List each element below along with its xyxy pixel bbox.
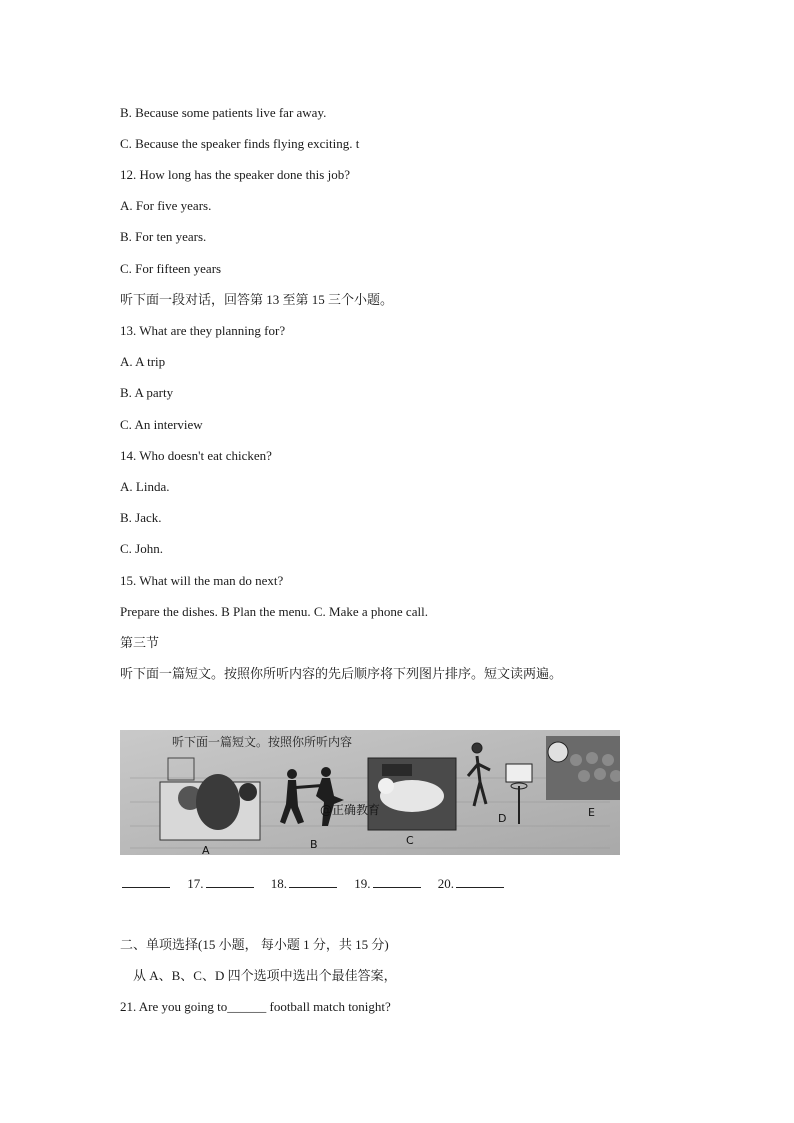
section-3-instruction: 听下面一篇短文。按照你所听内容的先后顺序将下列图片排序。短文读两遍。 xyxy=(120,666,563,681)
photo-watermark: @正确教育 xyxy=(320,803,381,817)
answer-blanks xyxy=(120,875,518,892)
picture-e xyxy=(546,736,620,800)
q15-question: 15. What will the man do next? xyxy=(120,573,284,588)
q11-option-b: B. Because some patients live far away. xyxy=(120,105,327,120)
picture-label: D xyxy=(498,812,507,825)
section-3-heading: 第三节 xyxy=(120,635,160,650)
part-2-instruction: 从 A、B、C、D 四个选项中选出个最佳答案， xyxy=(133,968,397,983)
q12-question: 12. How long has the speaker done this job? xyxy=(120,167,350,182)
answer-blank-18[interactable]: 18. xyxy=(271,875,337,892)
q11-option-c: C. Because the speaker finds flying exciting. t xyxy=(120,136,360,151)
q12-option-c: C. For fifteen years xyxy=(120,261,222,276)
answer-blank-17[interactable]: 17. xyxy=(187,875,253,892)
q13-option-b: B. A party xyxy=(120,385,174,400)
picture-label: E xyxy=(588,806,595,819)
q13-question: 13. What are they planning for? xyxy=(120,323,286,338)
q14-option-c: C. John. xyxy=(120,541,163,556)
part-2-title: 二、单项选择(15 小题， 每小题 1 分，共 15 分) xyxy=(120,937,389,952)
q14-option-a: A. Linda. xyxy=(120,479,170,494)
answer-blank-19[interactable]: 19. xyxy=(354,875,420,892)
q12-option-a: A. For five years. xyxy=(120,198,212,213)
answer-blank-16[interactable] xyxy=(120,875,170,892)
picture-c xyxy=(368,758,456,830)
picture-label: B xyxy=(310,838,318,851)
q15-options: Prepare the dishes. B Plan the menu. C. Make a phone call. xyxy=(120,604,428,619)
q13-option-c: C. An interview xyxy=(120,417,203,432)
picture-label: C xyxy=(406,834,414,847)
q21-question: 21. Are you going to______ football match tonight? xyxy=(120,999,391,1014)
dialog-instruction: 听下面一段对话，回答第 13 至第 15 三个小题。 xyxy=(120,292,394,307)
q14-option-b: B. Jack. xyxy=(120,510,162,525)
picture-ordering-photo xyxy=(120,730,620,855)
q13-option-a: A. A trip xyxy=(120,354,166,369)
q12-option-b: B. For ten years. xyxy=(120,229,207,244)
photo-header-text: 听下面一篇短文。按照你所听内容 xyxy=(172,735,353,749)
picture-label: A xyxy=(202,844,210,855)
q14-question: 14. Who doesn't eat chicken? xyxy=(120,448,272,463)
answer-blank-20[interactable]: 20. xyxy=(438,875,504,892)
